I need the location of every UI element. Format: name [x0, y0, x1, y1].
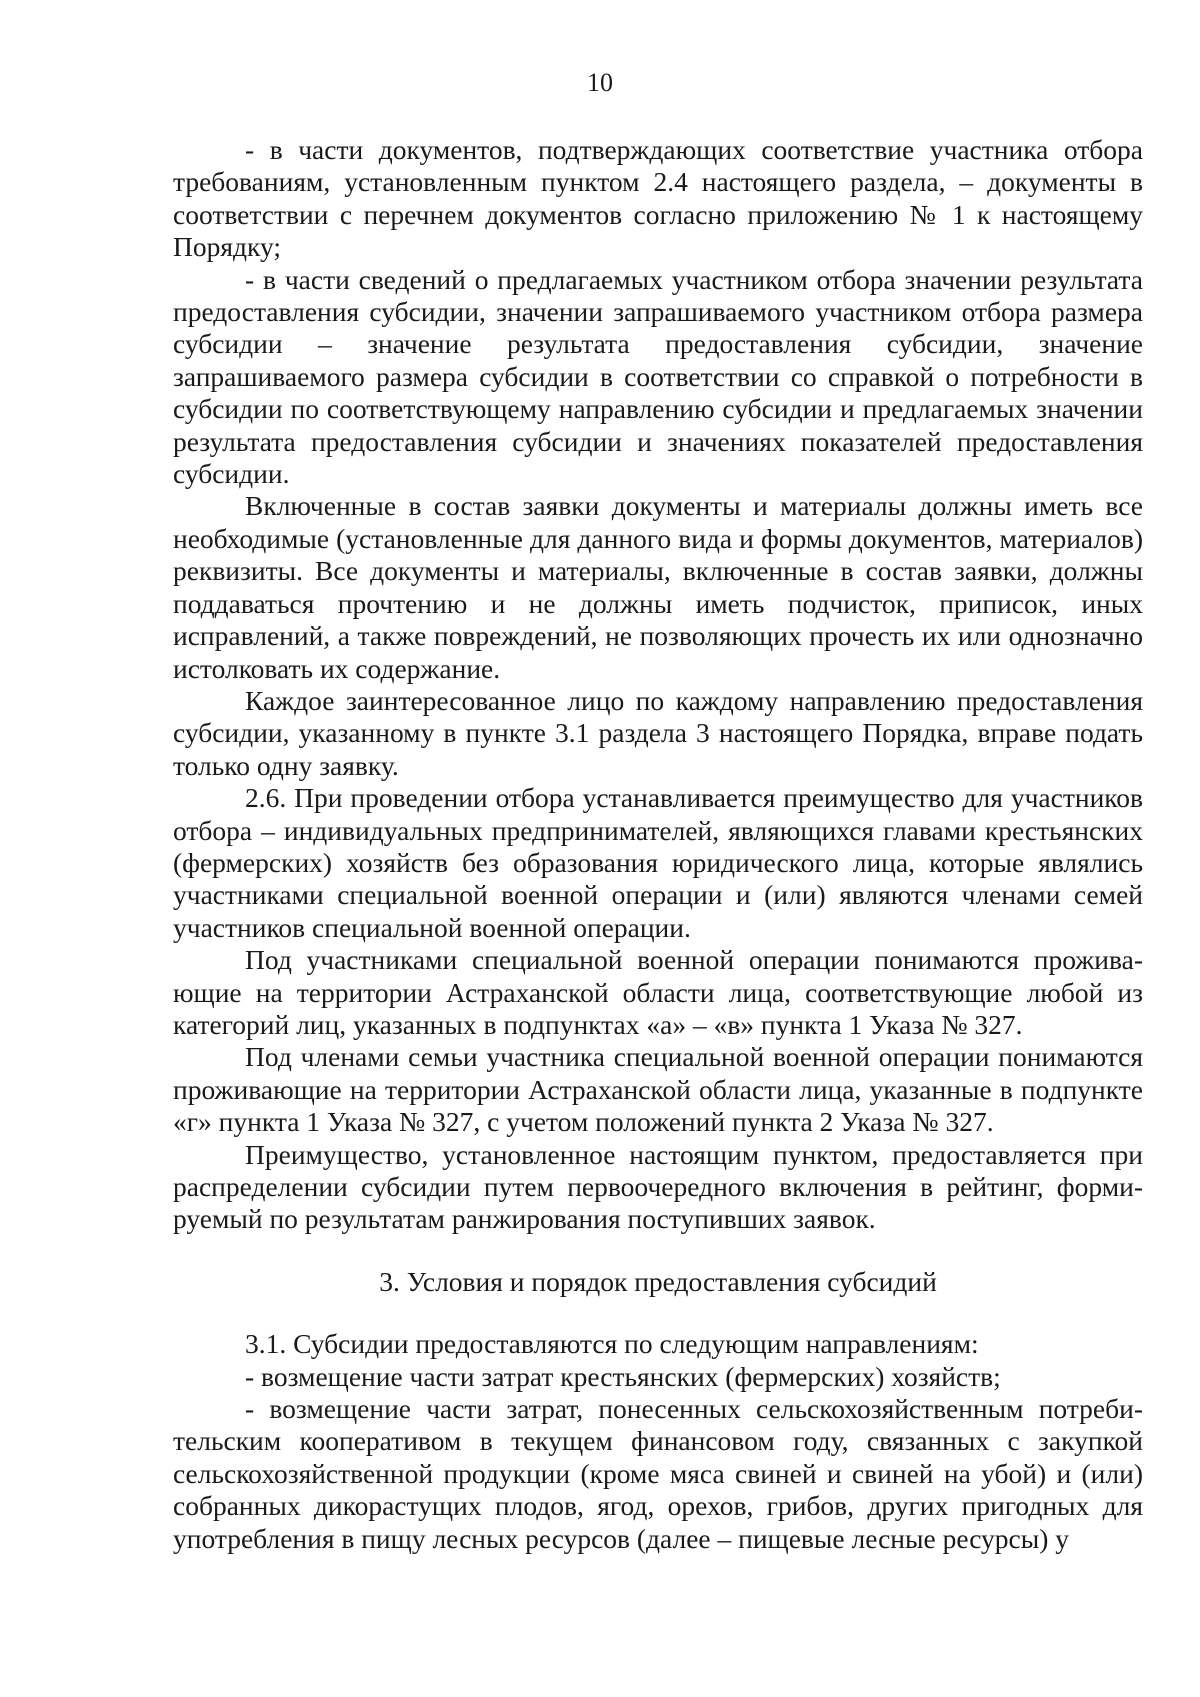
paragraph-svo-participants: Под участниками специальной военной операции понимаются проживающие на территории Астраханской области лица, соответствующие любой из категорий лиц, указанных в подпунктах «а» – «в» пункта 1 Указа № 327.	[173, 944, 1143, 1040]
section-heading: 3. Условия и порядок предоставления субсидий	[379, 1265, 937, 1297]
paragraph-2-6-advantage: 2.6. При проведении отбора устанавливается преимущество для участников отбора – индивидуальных предпринимателей, являющихся главами крестьянских (фермерских) хозяйств без образования юридического лица, которые являлись участниками специальной военной операции и (или) являются членами семей участников специальной военной операции.	[173, 782, 1143, 943]
page-number: 10	[587, 68, 613, 97]
paragraph-result-values: - в части сведений о предлагаемых участником отбора значении результата предоставления субсидии, значении запрашиваемого участником отбора размера субсидии – значение результата предоставления субсидии, значение запрашиваемого размера субсидии в соответствии со справкой о потребности в субсидии по соответствующему направлению субсидии и предлагаемых значении результата предоставления субсидии и значениях показателей предоставления субсидии.	[173, 263, 1143, 490]
paragraph-advantage-rating: Преимущество, установленное настоящим пунктом, предоставляется при распределении субсидии путем первоочередного включения в рейтинг, формируемый по результатам ранжирования поступивших заявок.	[173, 1138, 1143, 1235]
paragraph-3-1-directions: 3.1. Субсидии предоставляются по следующим направлениям:	[245, 1328, 979, 1360]
paragraph-svo-family-members: Под членами семьи участника специальной военной операции понимаются проживающие на территории Астраханской области лица, указанные в подпункте «г» пункта 1 Указа № 327, с учетом положений пункта 2 Указа № 327.	[173, 1041, 1143, 1138]
document-body	[173, 134, 1143, 1555]
paragraph-direction-cooperative-costs: - возмещение части затрат, понесенных сельскохозяйственным потребительским кооперативом в текущем финансовом году, связанных с закупкой сельскохозяйственной продукции (кроме мяса свиней и свиней на убой) и (или) собранных дикорастущих плодов, ягод, орехов, грибов, других пригодных для употребления в пищу лесных ресурсов (далее – пищевые лесные ресурсы) у	[173, 1393, 1143, 1554]
paragraph-document-requisites: Включенные в состав заявки документы и материалы должны иметь все необходимые (установленные для данного вида и формы документов, материалов) реквизиты. Все документы и материалы, включенные в состав заявки, должны поддаваться прочтению и не должны иметь подчисток, приписок, иных исправлений, а также повреждений, не позволяющих прочесть их или однозначно истолковать их содержание.	[173, 490, 1143, 684]
paragraph-documents-requirements: - в части документов, подтверждающих соответствие участника отбора требованиям, установленным пунктом 2.4 настоящего раздела, – документы в соответствии с перечнем документов согласно приложению № 1 к настоящему Порядку;	[173, 134, 1143, 263]
paragraph-direction-farm-costs: - возмещение части затрат крестьянских (фермерских) хозяйств;	[245, 1360, 1001, 1392]
paragraph-one-application: Каждое заинтересованное лицо по каждому направлению предоставления субсидии, указанному в пункте 3.1 раздела 3 настоящего Порядка, вправе подать только одну заявку.	[173, 684, 1143, 781]
